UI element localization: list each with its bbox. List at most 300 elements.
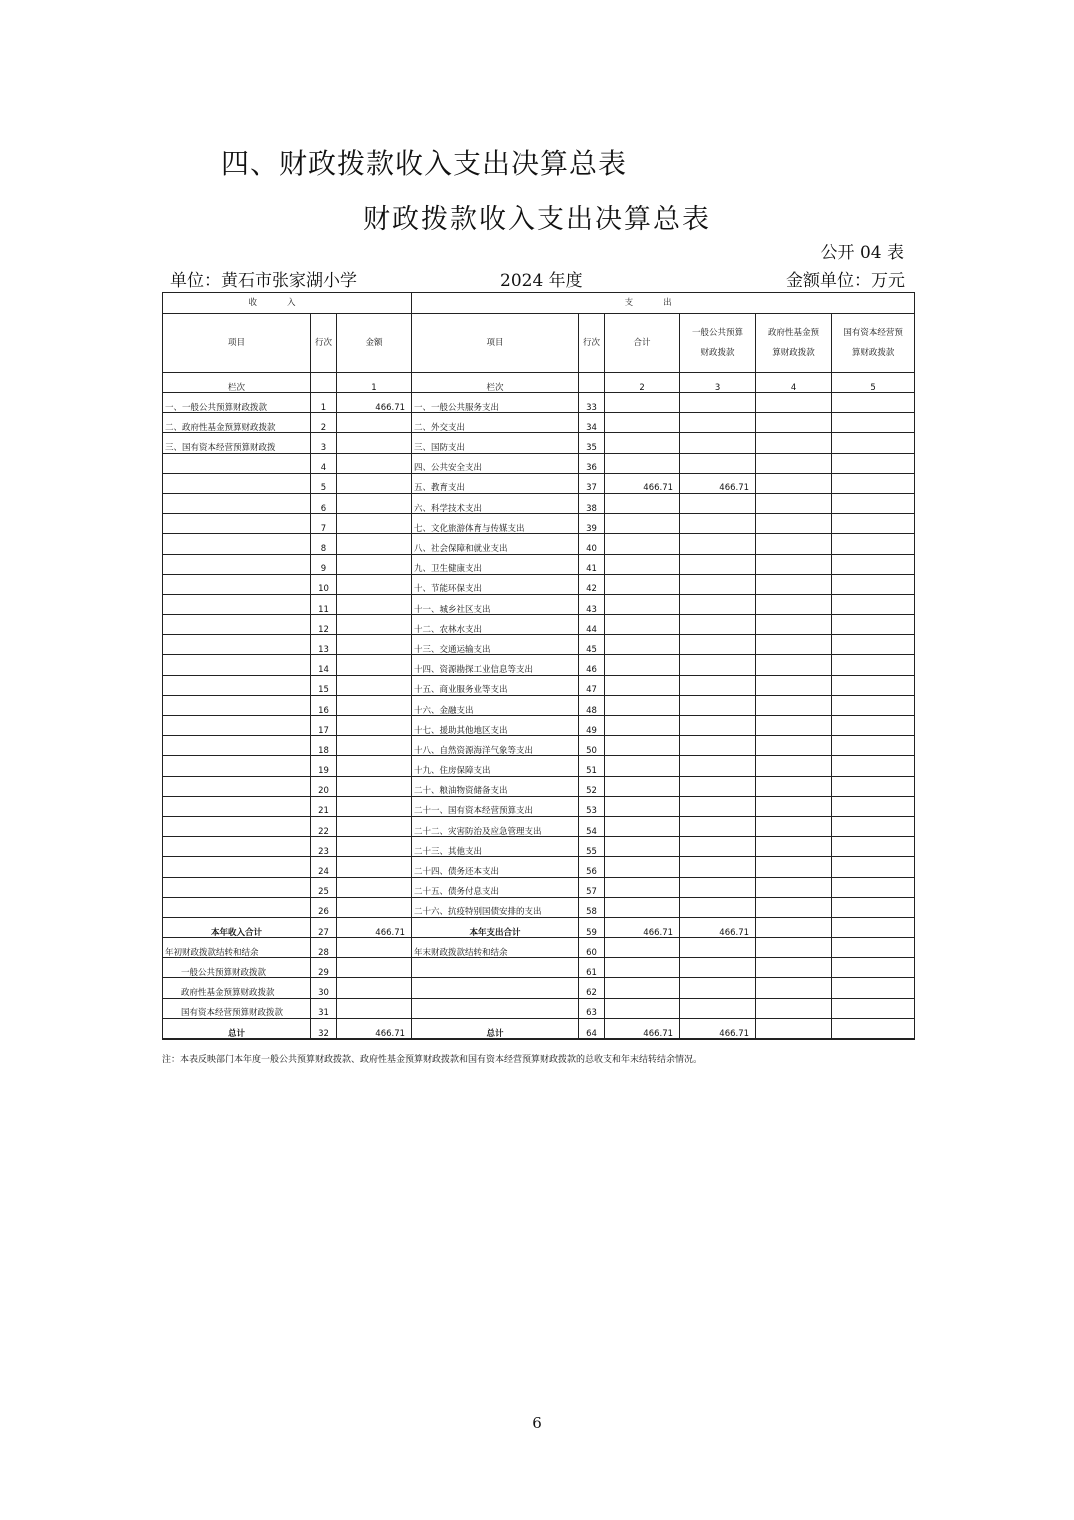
cell-in-amt (337, 756, 412, 776)
cell-in-amt (337, 413, 412, 433)
cell-c4 (832, 554, 915, 574)
cell-ex-item: 十六、金融支出 (412, 695, 579, 715)
cell-in-amt (337, 655, 412, 675)
cell-in-no: 9 (311, 554, 337, 574)
cell-in-item (163, 473, 311, 493)
cell-in-no: 22 (311, 816, 337, 836)
cell-in-no: 24 (311, 857, 337, 877)
table-row (163, 453, 915, 473)
cell-c3 (756, 857, 832, 877)
cell-c3 (756, 514, 832, 534)
expense-line-header: 行次 (579, 314, 605, 373)
cell-in-amt: 466.71 (337, 393, 412, 413)
cell-ex-no: 54 (579, 816, 605, 836)
table-row (163, 1018, 915, 1039)
cell-c2: 466.71 (680, 917, 756, 937)
cell-c1 (605, 857, 680, 877)
cell-c3 (756, 776, 832, 796)
cell-c3 (756, 554, 832, 574)
cell-ex-item: 二十一、国有资本经营预算支出 (412, 796, 579, 816)
income-amount-index: 1 (337, 373, 412, 393)
cell-c4 (832, 716, 915, 736)
cell-in-no: 2 (311, 413, 337, 433)
cell-c1 (605, 998, 680, 1018)
cell-in-amt (337, 978, 412, 998)
cell-c1: 466.71 (605, 917, 680, 937)
cell-c1 (605, 554, 680, 574)
cell-in-no: 15 (311, 675, 337, 695)
cell-in-amt (337, 716, 412, 736)
cell-c2 (680, 857, 756, 877)
cell-c2 (680, 877, 756, 897)
cell-in-no: 3 (311, 433, 337, 453)
table-row (163, 514, 915, 534)
cell-in-amt (337, 615, 412, 635)
cell-in-no: 19 (311, 756, 337, 776)
cell-c1 (605, 453, 680, 473)
cell-ex-item: 十一、城乡社区支出 (412, 594, 579, 614)
cell-ex-no: 51 (579, 756, 605, 776)
cell-in-no: 28 (311, 938, 337, 958)
income-line-header: 行次 (311, 314, 337, 373)
cell-ex-item: 二十五、债务付息支出 (412, 877, 579, 897)
table-row (163, 695, 915, 715)
cell-in-item: 三、国有资本经营预算财政拨 (163, 433, 311, 453)
cell-ex-no: 55 (579, 837, 605, 857)
cell-ex-item: 总计 (412, 1018, 579, 1039)
cell-c1 (605, 393, 680, 413)
cell-c1: 466.71 (605, 1018, 680, 1039)
cell-in-amt (337, 998, 412, 1018)
cell-ex-no: 33 (579, 393, 605, 413)
cell-in-no: 30 (311, 978, 337, 998)
cell-c2 (680, 816, 756, 836)
cell-ex-no: 60 (579, 938, 605, 958)
cell-ex-item: 年末财政拨款结转和结余 (412, 938, 579, 958)
table-row (163, 877, 915, 897)
table-row (163, 493, 915, 513)
cell-ex-item: 一、一般公共服务支出 (412, 393, 579, 413)
cell-in-no: 11 (311, 594, 337, 614)
cell-c1 (605, 958, 680, 978)
cell-c2 (680, 938, 756, 958)
cell-in-amt (337, 816, 412, 836)
money-unit-label: 金额单位：万元 (786, 271, 905, 291)
cell-c3 (756, 877, 832, 897)
cell-in-item (163, 655, 311, 675)
table-row (163, 736, 915, 756)
table-row (163, 978, 915, 998)
general-index: 3 (680, 373, 756, 393)
cell-in-item (163, 594, 311, 614)
table-row (163, 816, 915, 836)
cell-c2 (680, 978, 756, 998)
table-code: 公开 04 表 (820, 243, 904, 263)
cell-c2 (680, 655, 756, 675)
table-row (163, 897, 915, 917)
cell-in-no: 8 (311, 534, 337, 554)
cell-c4 (832, 736, 915, 756)
cell-c4 (832, 655, 915, 675)
cell-in-no: 27 (311, 917, 337, 937)
cell-in-item (163, 695, 311, 715)
cell-ex-no: 63 (579, 998, 605, 1018)
cell-in-amt (337, 958, 412, 978)
cell-c3 (756, 897, 832, 917)
cell-ex-item: 七、文化旅游体育与传媒支出 (412, 514, 579, 534)
cell-c2 (680, 413, 756, 433)
cell-c2 (680, 393, 756, 413)
cell-ex-no: 47 (579, 675, 605, 695)
section-heading: 四、财政拨款收入支出决算总表 (221, 147, 628, 180)
cell-c4 (832, 796, 915, 816)
cell-in-item (163, 897, 311, 917)
cell-c4 (832, 433, 915, 453)
cell-in-no: 12 (311, 615, 337, 635)
table-row (163, 756, 915, 776)
cell-in-no: 10 (311, 574, 337, 594)
cell-c1 (605, 776, 680, 796)
cell-ex-item: 十二、农林水支出 (412, 615, 579, 635)
cell-ex-item: 十、节能环保支出 (412, 574, 579, 594)
cell-ex-no: 59 (579, 917, 605, 937)
cell-in-no: 29 (311, 958, 337, 978)
table-row (163, 393, 915, 413)
table-row (163, 615, 915, 635)
general-budget-header: 一般公共预算财政拨款 (680, 314, 756, 373)
cell-c3 (756, 837, 832, 857)
expense-section-header: 支出 (412, 293, 915, 314)
cell-c2 (680, 554, 756, 574)
table-row (163, 413, 915, 433)
cell-c2 (680, 493, 756, 513)
cell-in-item (163, 453, 311, 473)
table-row (163, 635, 915, 655)
cell-c3 (756, 978, 832, 998)
cell-ex-no: 49 (579, 716, 605, 736)
cell-in-item: 一、一般公共预算财政拨款 (163, 393, 311, 413)
cell-c4 (832, 958, 915, 978)
cell-c4 (832, 938, 915, 958)
cell-c1 (605, 897, 680, 917)
cell-ex-item: 十五、商业服务业等支出 (412, 675, 579, 695)
cell-c2 (680, 736, 756, 756)
cell-c2 (680, 998, 756, 1018)
cell-c4 (832, 695, 915, 715)
cell-c3 (756, 534, 832, 554)
cell-in-no: 14 (311, 655, 337, 675)
cell-ex-no: 50 (579, 736, 605, 756)
cell-in-amt (337, 554, 412, 574)
section-header-row (163, 293, 915, 314)
cell-c1 (605, 675, 680, 695)
table-row (163, 837, 915, 857)
cell-in-no: 25 (311, 877, 337, 897)
total-index: 2 (605, 373, 680, 393)
table-row (163, 594, 915, 614)
cell-c4 (832, 998, 915, 1018)
cell-in-no: 32 (311, 1018, 337, 1039)
cell-in-item (163, 857, 311, 877)
cell-in-amt (337, 473, 412, 493)
cell-ex-no: 41 (579, 554, 605, 574)
cell-ex-no: 35 (579, 433, 605, 453)
cell-ex-item (412, 978, 579, 998)
cell-c4 (832, 493, 915, 513)
column-header-row (163, 314, 915, 373)
cell-in-amt (337, 514, 412, 534)
cell-ex-item: 五、教育支出 (412, 473, 579, 493)
cell-in-item: 二、政府性基金预算财政拨款 (163, 413, 311, 433)
fund-index: 4 (756, 373, 832, 393)
income-section-header: 收入 (163, 293, 412, 314)
cell-c4 (832, 514, 915, 534)
cell-in-amt (337, 695, 412, 715)
cell-c2 (680, 635, 756, 655)
cell-c3 (756, 917, 832, 937)
cell-c1 (605, 716, 680, 736)
cell-ex-item: 三、国防支出 (412, 433, 579, 453)
expense-line-index (579, 373, 605, 393)
cell-c1 (605, 413, 680, 433)
capital-index: 5 (832, 373, 915, 393)
cell-c4 (832, 837, 915, 857)
cell-in-item (163, 574, 311, 594)
cell-ex-item: 二十六、抗疫特别国债安排的支出 (412, 897, 579, 917)
cell-in-no: 13 (311, 635, 337, 655)
cell-c4 (832, 574, 915, 594)
cell-c2 (680, 695, 756, 715)
cell-c3 (756, 655, 832, 675)
cell-c4 (832, 978, 915, 998)
cell-c2 (680, 675, 756, 695)
cell-in-item (163, 716, 311, 736)
table-row (163, 716, 915, 736)
table-row (163, 796, 915, 816)
cell-c1 (605, 574, 680, 594)
cell-c2: 466.71 (680, 1018, 756, 1039)
cell-c1 (605, 978, 680, 998)
cell-in-item (163, 675, 311, 695)
cell-in-amt (337, 857, 412, 877)
cell-ex-no: 37 (579, 473, 605, 493)
cell-in-amt (337, 433, 412, 453)
cell-in-item (163, 816, 311, 836)
cell-ex-item: 二十二、灾害防治及应急管理支出 (412, 816, 579, 836)
cell-c3 (756, 938, 832, 958)
cell-in-amt (337, 776, 412, 796)
cell-in-no: 16 (311, 695, 337, 715)
cell-c1 (605, 534, 680, 554)
cell-c2 (680, 897, 756, 917)
cell-c1 (605, 594, 680, 614)
cell-c4 (832, 393, 915, 413)
cell-ex-no: 43 (579, 594, 605, 614)
cell-in-item (163, 534, 311, 554)
cell-c3 (756, 736, 832, 756)
cell-in-amt: 466.71 (337, 1018, 412, 1039)
cell-c3 (756, 473, 832, 493)
cell-c4 (832, 816, 915, 836)
income-line-index (311, 373, 337, 393)
cell-c3 (756, 998, 832, 1018)
cell-in-amt (337, 594, 412, 614)
cell-c3 (756, 675, 832, 695)
cell-in-amt (337, 897, 412, 917)
table-row (163, 998, 915, 1018)
cell-c1 (605, 816, 680, 836)
cell-ex-no: 58 (579, 897, 605, 917)
cell-c2 (680, 776, 756, 796)
cell-c3 (756, 453, 832, 473)
cell-c3 (756, 433, 832, 453)
cell-in-item (163, 736, 311, 756)
cell-in-item (163, 514, 311, 534)
cell-ex-item: 十九、住房保障支出 (412, 756, 579, 776)
cell-ex-item (412, 958, 579, 978)
cell-c3 (756, 816, 832, 836)
cell-in-amt (337, 493, 412, 513)
cell-c2 (680, 534, 756, 554)
meta-row (170, 266, 905, 291)
cell-ex-no: 39 (579, 514, 605, 534)
cell-in-no: 7 (311, 514, 337, 534)
cell-c2 (680, 594, 756, 614)
cell-c1 (605, 615, 680, 635)
cell-ex-item: 二十三、其他支出 (412, 837, 579, 857)
cell-c4 (832, 917, 915, 937)
cell-c1 (605, 493, 680, 513)
cell-ex-no: 38 (579, 493, 605, 513)
cell-in-no: 21 (311, 796, 337, 816)
cell-in-no: 17 (311, 716, 337, 736)
cell-ex-no: 45 (579, 635, 605, 655)
cell-ex-no: 61 (579, 958, 605, 978)
page-number: 6 (532, 1414, 542, 1432)
cell-in-item (163, 554, 311, 574)
table-row (163, 554, 915, 574)
cell-in-amt (337, 574, 412, 594)
year-label: 2024 年度 (500, 271, 583, 291)
cell-ex-no: 46 (579, 655, 605, 675)
cell-c2 (680, 716, 756, 736)
income-index-label: 栏次 (163, 373, 311, 393)
cell-c4 (832, 413, 915, 433)
cell-c4 (832, 1018, 915, 1039)
cell-in-item: 总计 (163, 1018, 311, 1039)
table-row (163, 675, 915, 695)
cell-c2 (680, 615, 756, 635)
cell-c3 (756, 796, 832, 816)
column-index-row (163, 373, 915, 393)
cell-ex-no: 57 (579, 877, 605, 897)
cell-c1: 466.71 (605, 473, 680, 493)
cell-in-item (163, 837, 311, 857)
cell-ex-no: 44 (579, 615, 605, 635)
cell-c1 (605, 837, 680, 857)
cell-ex-no: 64 (579, 1018, 605, 1039)
total-header: 合计 (605, 314, 680, 373)
cell-ex-item: 八、社会保障和就业支出 (412, 534, 579, 554)
cell-c3 (756, 1018, 832, 1039)
cell-in-amt (337, 877, 412, 897)
cell-ex-no: 53 (579, 796, 605, 816)
table-row (163, 776, 915, 796)
cell-c2 (680, 796, 756, 816)
income-amount-header: 金额 (337, 314, 412, 373)
cell-c2 (680, 837, 756, 857)
cell-c3 (756, 574, 832, 594)
cell-in-item (163, 877, 311, 897)
cell-c1 (605, 433, 680, 453)
cell-c4 (832, 756, 915, 776)
table-row (163, 958, 915, 978)
cell-in-no: 18 (311, 736, 337, 756)
cell-ex-item: 十八、自然资源海洋气象等支出 (412, 736, 579, 756)
cell-in-no: 1 (311, 393, 337, 413)
cell-ex-item (412, 998, 579, 1018)
cell-c1 (605, 756, 680, 776)
expense-item-header: 项目 (412, 314, 579, 373)
cell-c2: 466.71 (680, 473, 756, 493)
expense-index-label: 栏次 (412, 373, 579, 393)
cell-in-amt (337, 938, 412, 958)
cell-c4 (832, 857, 915, 877)
cell-c4 (832, 635, 915, 655)
cell-in-item (163, 796, 311, 816)
cell-in-item: 年初财政拨款结转和结余 (163, 938, 311, 958)
cell-c3 (756, 615, 832, 635)
cell-c3 (756, 635, 832, 655)
cell-c1 (605, 655, 680, 675)
cell-in-no: 6 (311, 493, 337, 513)
cell-ex-item: 二十、粮油物资储备支出 (412, 776, 579, 796)
unit-label: 单位：黄石市张家湖小学 (170, 271, 357, 291)
cell-c3 (756, 413, 832, 433)
cell-c2 (680, 756, 756, 776)
finance-table (162, 292, 915, 1040)
cell-ex-item: 十三、交通运输支出 (412, 635, 579, 655)
cell-c4 (832, 897, 915, 917)
table-row (163, 473, 915, 493)
cell-ex-no: 48 (579, 695, 605, 715)
cell-in-item: 本年收入合计 (163, 917, 311, 937)
cell-ex-item: 六、科学技术支出 (412, 493, 579, 513)
cell-in-item (163, 756, 311, 776)
table-row (163, 433, 915, 453)
table-note: 注：本表反映部门本年度一般公共预算财政拨款、政府性基金预算财政拨款和国有资本经营预算财政拨款的总收支和年末结转结余情况。 (162, 1055, 703, 1065)
cell-c3 (756, 493, 832, 513)
cell-in-no: 31 (311, 998, 337, 1018)
cell-in-amt (337, 453, 412, 473)
cell-c4 (832, 453, 915, 473)
cell-c4 (832, 877, 915, 897)
cell-in-item (163, 776, 311, 796)
cell-ex-item: 九、卫生健康支出 (412, 554, 579, 574)
cell-in-no: 23 (311, 837, 337, 857)
cell-in-item: 一般公共预算财政拨款 (163, 958, 311, 978)
cell-ex-no: 56 (579, 857, 605, 877)
cell-c1 (605, 514, 680, 534)
cell-in-item (163, 493, 311, 513)
table-row (163, 917, 915, 937)
cell-c2 (680, 574, 756, 594)
cell-c4 (832, 615, 915, 635)
cell-in-amt (337, 796, 412, 816)
cell-c1 (605, 877, 680, 897)
cell-in-amt (337, 534, 412, 554)
cell-c3 (756, 958, 832, 978)
